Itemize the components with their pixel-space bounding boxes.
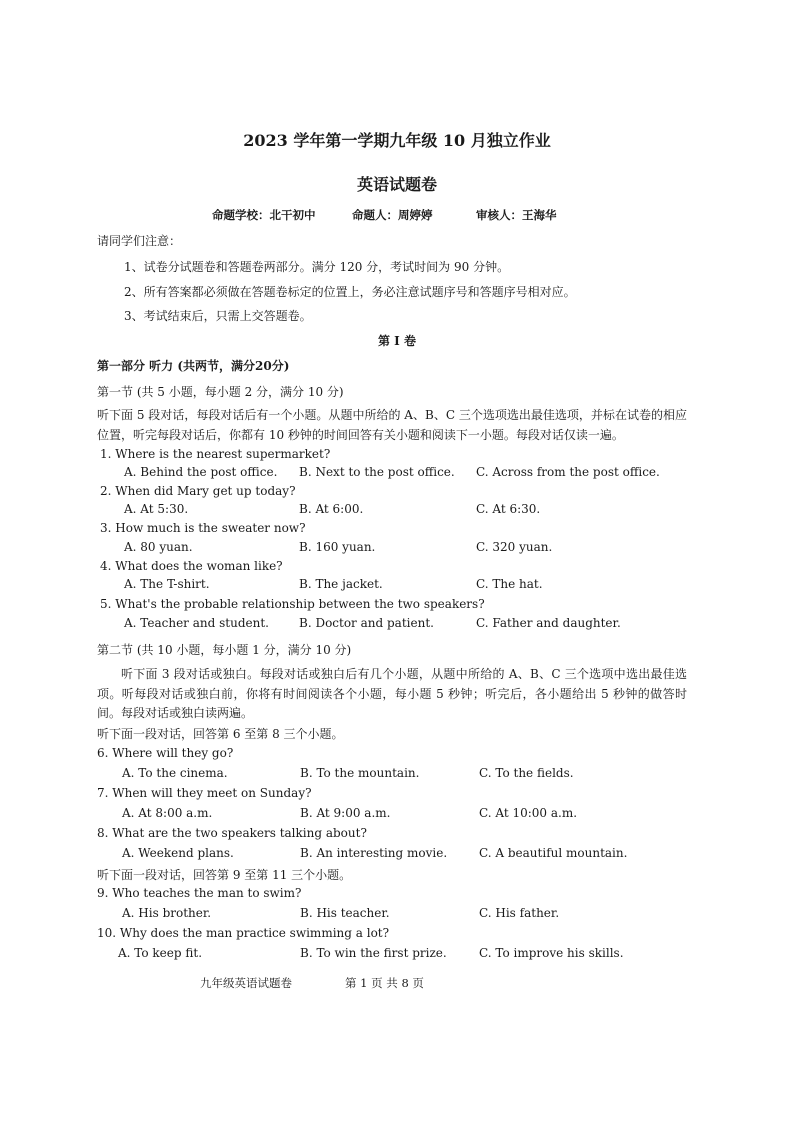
option-b: B. His teacher. [300, 906, 390, 920]
notice-item: 2、所有答案都必须做在答题卷标定的位置上，务必注意试题序号和答题序号相对应。 [124, 285, 576, 299]
part-heading: 第一部分 听力 (共两节，满分20分) [97, 359, 290, 373]
option-b: B. To win the first prize. [300, 946, 447, 960]
notice-heading: 请同学们注意： [97, 234, 182, 248]
option-c: C. A beautiful mountain. [479, 846, 628, 860]
option-c: C. 320 yuan. [476, 540, 553, 554]
volume-title: 第 I 卷 [378, 334, 416, 348]
question-text: 4. What does the woman like? [100, 559, 283, 573]
question-text: 3. How much is the sweater now? [100, 521, 306, 535]
option-c: C. To improve his skills. [479, 946, 624, 960]
option-a: A. Behind the post office. [124, 465, 278, 479]
question-text: 5. What's the probable relationship between the two speakers? [100, 597, 485, 611]
option-b: B. At 6:00. [299, 502, 364, 516]
section-heading: 第一节 (共 5 小题，每小题 2 分，满分 10 分) [97, 385, 344, 399]
option-a: A. His brother. [122, 906, 212, 920]
option-a: A. At 5:30. [124, 502, 189, 516]
option-a: A. 80 yuan. [124, 540, 193, 554]
group-instruction: 听下面一段对话，回答第 9 至第 11 三个小题。 [97, 868, 352, 882]
section-instructions: 听下面 5 段对话，每段对话后有一个小题。从题中所给的 A、B、C 三个选项选出最佳选项，并标在试卷的相应位置，听完每段对话后，你都有 10 秒钟的时间回答有关小题和阅读下一小题。每段对话仅读一遍。 [97, 408, 687, 442]
notice-item: 3、考试结束后，只需上交答题卷。 [124, 309, 312, 323]
school-label: 命题学校：北干初中 [212, 208, 316, 222]
option-c: C. Across from the post office. [476, 465, 660, 479]
option-a: A. Teacher and student. [124, 616, 269, 630]
group-instruction: 听下面一段对话，回答第 6 至第 8 三个小题。 [97, 727, 344, 741]
question-text: 10. Why does the man practice swimming a lot? [97, 926, 390, 940]
section-heading: 第二节 (共 10 小题，每小题 1 分，满分 10 分) [97, 643, 352, 657]
option-c: C. To the fields. [479, 766, 574, 780]
option-a: A. To keep fit. [118, 946, 203, 960]
option-b: B. 160 yuan. [299, 540, 376, 554]
option-a: A. To the cinema. [122, 766, 228, 780]
option-a: A. At 8:00 a.m. [122, 806, 213, 820]
question-text: 2. When did Mary get up today? [100, 484, 296, 498]
author-label: 命题人：周婷婷 [352, 208, 433, 222]
exam-title: 2023 学年第一学期九年级 10 月独立作业 [243, 131, 551, 150]
footer-label: 九年级英语试题卷 [200, 976, 292, 990]
section-instructions: 听下面 3 段对话或独白。每段对话或独白后有几个小题，从题中所给的 A、B、C 三个选项中选出最佳选项。听每段对话或独白前，你将有时间阅读各个小题，每小题 5 秒钟；听完后，各小题给出 5 秒钟的做答时间。每段对话或独白读两遍。 [97, 667, 687, 720]
option-c: C. His father. [479, 906, 560, 920]
notice-item: 1、试卷分试题卷和答题卷两部分。满分 120 分，考试时间为 90 分钟。 [124, 260, 510, 274]
reviewer-label: 审核人：王海华 [476, 208, 557, 222]
option-b: B. The jacket. [299, 577, 383, 591]
question-text: 1. Where is the nearest supermarket? [100, 447, 331, 461]
option-a: A. Weekend plans. [122, 846, 234, 860]
option-b: B. Next to the post office. [299, 465, 455, 479]
exam-subtitle: 英语试题卷 [356, 175, 437, 194]
page-number: 第 1 页 共 8 页 [345, 976, 424, 990]
option-c: C. Father and daughter. [476, 616, 621, 630]
option-c: C. At 10:00 a.m. [479, 806, 578, 820]
question-text: 8. What are the two speakers talking about? [97, 826, 367, 840]
question-text: 6. Where will they go? [97, 746, 234, 760]
option-b: B. An interesting movie. [300, 846, 448, 860]
option-a: A. The T-shirt. [124, 577, 210, 591]
question-text: 7. When will they meet on Sunday? [97, 786, 312, 800]
option-b: B. At 9:00 a.m. [300, 806, 391, 820]
question-text: 9. Who teaches the man to swim? [97, 886, 302, 900]
option-b: B. To the mountain. [300, 766, 420, 780]
option-b: B. Doctor and patient. [299, 616, 434, 630]
option-c: C. At 6:30. [476, 502, 541, 516]
option-c: C. The hat. [476, 577, 543, 591]
